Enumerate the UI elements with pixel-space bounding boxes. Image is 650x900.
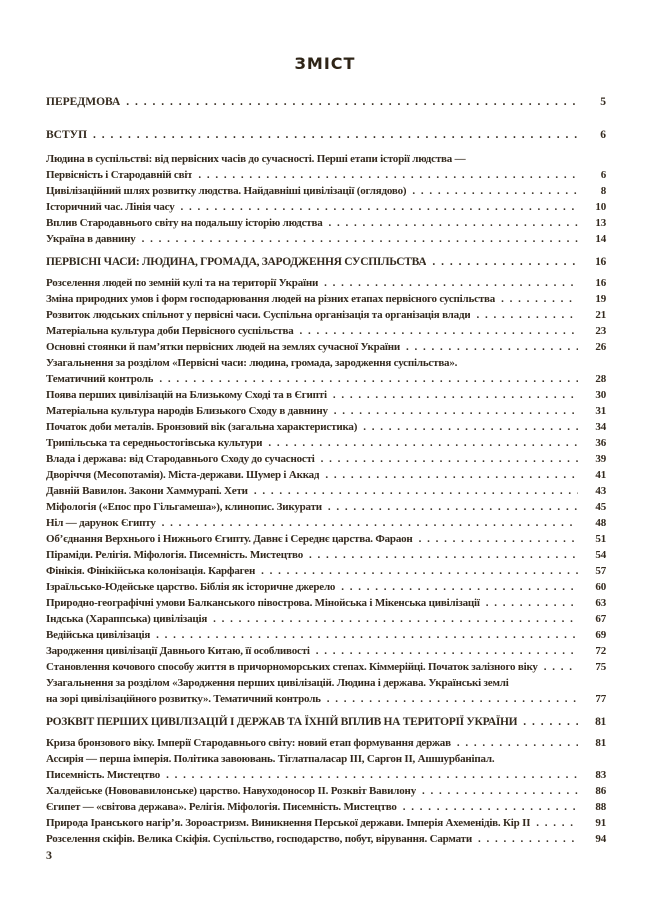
toc-entry-label: Поява перших цивілізацій на Близькому Сході та в Єгипті	[46, 389, 327, 401]
dot-leader	[419, 531, 578, 547]
toc-list	[46, 94, 606, 847]
page-number: 36	[595, 437, 606, 449]
dot-leader	[198, 167, 578, 183]
toc-entry-label: Давній Вавилон. Закони Хаммурапі. Хети	[46, 485, 248, 497]
toc-entry	[46, 611, 606, 627]
toc-entry-label: Трипільська та середньостогівська культури	[46, 437, 263, 449]
toc-entry-label: Влада і держава: від Стародавнього Сходу до сучасності	[46, 453, 315, 465]
page-number: 54	[595, 549, 606, 561]
page-number: 39	[595, 453, 606, 465]
toc-entry	[46, 231, 606, 247]
dot-leader	[523, 714, 578, 730]
toc-entry	[46, 735, 606, 751]
toc-entry	[46, 659, 606, 675]
page-number: 5	[600, 96, 606, 108]
toc-entry-label: Дворіччя (Месопотамія). Міста-держави. Шумер і Аккад	[46, 469, 320, 481]
toc-entry	[46, 579, 606, 595]
page-number: 6	[600, 129, 606, 141]
dot-leader	[300, 323, 578, 339]
dot-leader	[544, 659, 578, 675]
toc-entry-label: Природно-географічні умови Балканського півострова. Мінойська і Мікенська цивілізації	[46, 597, 480, 609]
page-number: 91	[595, 817, 606, 829]
toc-entry	[46, 215, 606, 231]
dot-leader	[412, 183, 578, 199]
page-number: 67	[595, 613, 606, 625]
toc-entry	[46, 467, 606, 483]
toc-entry-label: Цивілізаційний шлях розвитку людства. Найдавніші цивілізації (оглядово)	[46, 185, 407, 197]
toc-entry-label: Природа Іранського нагір’я. Зороастризм. Виникнення Перської держави. Імперія Ахеменідів. Кір II	[46, 817, 531, 829]
page-number: 41	[595, 469, 606, 481]
page-number: 88	[595, 801, 606, 813]
toc-entry	[46, 94, 606, 110]
toc-entry-label: Зміна природних умов і форм господарювання людей на різних етапах первісного суспільства	[46, 293, 496, 305]
toc-entry-label: ВСТУП	[46, 129, 88, 141]
dot-leader	[406, 339, 578, 355]
toc-entry	[46, 435, 606, 451]
toc-entry-label: Розселення скіфів. Велика Скіфія. Суспільство, господарство, побут, вірування. Сармати	[46, 833, 472, 845]
page-number: 75	[595, 661, 606, 673]
dot-leader	[181, 199, 578, 215]
toc-entry-label: Історичний час. Лінія часу	[46, 201, 175, 213]
toc-entry	[46, 371, 606, 387]
toc-entry-label: ПЕРВІСНІ ЧАСИ: ЛЮДИНА, ГРОМАДА, ЗАРОДЖЕННЯ СУСПІЛЬСТВА	[46, 256, 427, 268]
dot-leader	[268, 435, 578, 451]
toc-entry-label: Єгипет — «світова держава». Релігія. Міфологія. Писемність. Мистецтво	[46, 801, 397, 813]
dot-leader	[334, 403, 578, 419]
dot-leader	[363, 419, 578, 435]
page-number: 81	[595, 737, 606, 749]
toc-entry-label: РОЗКВІТ ПЕРШИХ ЦИВІЛІЗАЦІЙ І ДЕРЖАВ ТА ЇХНІЙ ВПЛИВ НА ТЕРИТОРІЇ УКРАЇНИ	[46, 716, 518, 728]
toc-entry-line: Людина в суспільстві: від первісних часів до сучасності. Перші етапи історії людства —	[46, 153, 466, 165]
toc-entry-label: Об’єднання Верхнього і Нижнього Єгипту. Давнє і Середнє царства. Фараон	[46, 533, 413, 545]
page-number: 13	[595, 217, 606, 229]
page-number: 34	[595, 421, 606, 433]
page-number: 48	[595, 517, 606, 529]
toc-entry	[46, 254, 606, 270]
toc-entry-label: Вплив Стародавнього світу на подальшу історію людства	[46, 217, 323, 229]
toc-entry-label: на зорі цивілізаційного розвитку». Тематичний контроль	[46, 693, 321, 705]
dot-leader	[457, 735, 578, 751]
page-number: 94	[595, 833, 606, 845]
page-number: 16	[595, 256, 606, 268]
toc-entry	[46, 339, 606, 355]
dot-leader	[403, 799, 578, 815]
toc-entry	[46, 199, 606, 215]
page-number: 60	[595, 581, 606, 593]
toc-entry-label: Розвиток людських спільнот у первісні часи. Суспільна організація та організація влади	[46, 309, 471, 321]
toc-entry	[46, 403, 606, 419]
dot-leader	[166, 767, 578, 783]
toc-entry	[46, 323, 606, 339]
page-number: 57	[595, 565, 606, 577]
toc-entry-label: Розселення людей по земній кулі та на території України	[46, 277, 319, 289]
dot-leader	[213, 611, 578, 627]
toc-entry	[46, 419, 606, 435]
dot-leader	[254, 483, 578, 499]
toc-entry-label: Індська (Хараппська) цивілізація	[46, 613, 208, 625]
toc-entry	[46, 499, 606, 515]
dot-leader	[321, 451, 578, 467]
dot-leader	[422, 783, 578, 799]
toc-entry	[46, 831, 606, 847]
toc-entry-label: Ізраїльсько-Юдейське царство. Біблія як історичне джерело	[46, 581, 336, 593]
page-number: 10	[595, 201, 606, 213]
page-number: 30	[595, 389, 606, 401]
toc-entry-line: Ассирія — перша імперія. Політика завоювань. Тіглатпаласар III, Саргон II, Ашшурбаніпал.	[46, 753, 495, 765]
page-number: 81	[595, 716, 606, 728]
dot-leader	[536, 815, 578, 831]
dot-leader	[142, 231, 578, 247]
toc-entry	[46, 767, 606, 783]
toc-entry-line: Узагальнення за розділом «Зародження перших цивілізацій. Людина і держава. Українські землі	[46, 677, 509, 689]
toc-entry	[46, 451, 606, 467]
toc-entry	[46, 643, 606, 659]
toc-entry-label: Міфологія («Епос про Гільгамеша»), клинопис. Зикурати	[46, 501, 322, 513]
page-number: 28	[595, 373, 606, 385]
toc-entry-label: Ведійська цивілізація	[46, 629, 151, 641]
toc-entry	[46, 531, 606, 547]
dot-leader	[162, 515, 578, 531]
toc-entry	[46, 127, 606, 143]
toc-entry-label: Тематичний контроль	[46, 373, 154, 385]
toc-entry	[46, 291, 606, 307]
toc-entry	[46, 627, 606, 643]
dot-leader	[341, 579, 578, 595]
page-number: 6	[600, 169, 606, 181]
page-number: 16	[595, 277, 606, 289]
dot-leader	[501, 291, 578, 307]
toc-entry-label: Матеріальна культура народів Близького Сходу в давнину	[46, 405, 328, 417]
page-number: 31	[595, 405, 606, 417]
dot-leader	[478, 831, 578, 847]
toc-entry	[46, 547, 606, 563]
toc-entry	[46, 783, 606, 799]
page-title: ЗМІСТ	[294, 54, 356, 73]
dot-leader	[325, 467, 578, 483]
toc-entry-label: Халдейське (Нововавилонське) царство. Навуходоносор II. Розквіт Вавилону	[46, 785, 416, 797]
toc-entry	[46, 714, 606, 730]
dot-leader	[93, 127, 578, 143]
page-number: 77	[595, 693, 606, 705]
toc-entry	[46, 691, 606, 707]
toc-entry	[46, 483, 606, 499]
toc-entry-label: Ніл — дарунок Єгипту	[46, 517, 156, 529]
toc-entry-label: Писемність. Мистецтво	[46, 769, 161, 781]
toc-entry-label: Матеріальна культура доби Первісного суспільства	[46, 325, 294, 337]
dot-leader	[316, 643, 578, 659]
toc-entry	[46, 563, 606, 579]
page-number: 69	[595, 629, 606, 641]
toc-entry-label: Фінікія. Фінікійська колонізація. Карфаген	[46, 565, 256, 577]
toc-entry	[46, 183, 606, 199]
toc-entry	[46, 275, 606, 291]
page-number: 51	[595, 533, 606, 545]
page-number: 45	[595, 501, 606, 513]
page-number: 14	[595, 233, 606, 245]
footer-page-number: 3	[46, 848, 52, 862]
toc-entry-label: Україна в давнину	[46, 233, 136, 245]
toc-entry	[46, 387, 606, 403]
toc-entry-label: Піраміди. Релігія. Міфологія. Писемність. Мистецтво	[46, 549, 304, 561]
dot-leader	[333, 387, 578, 403]
toc-entry-label: Початок доби металів. Бронзовий вік (загальна характеристика)	[46, 421, 358, 433]
page-number: 43	[595, 485, 606, 497]
dot-leader	[476, 307, 578, 323]
toc-entry-label: Становлення кочового способу життя в причорноморських степах. Кіммерійці. Початок залізного віку	[46, 661, 538, 673]
toc-entry	[46, 815, 606, 831]
dot-leader	[327, 691, 578, 707]
dot-leader	[328, 499, 578, 515]
toc-entry	[46, 307, 606, 323]
page-number: 8	[600, 185, 606, 197]
toc-entry-label: Криза бронзового віку. Імперії Стародавнього світу: новий етап формування держав	[46, 737, 451, 749]
dot-leader	[309, 547, 578, 563]
page-number: 72	[595, 645, 606, 657]
toc-entry	[46, 799, 606, 815]
toc-entry	[46, 595, 606, 611]
dot-leader	[261, 563, 578, 579]
dot-leader	[329, 215, 579, 231]
page-number: 86	[595, 785, 606, 797]
toc-entry-label: Зародження цивілізації Давнього Китаю, її особливості	[46, 645, 310, 657]
toc-entry-label: ПЕРЕДМОВА	[46, 96, 121, 108]
page-number: 63	[595, 597, 606, 609]
page-number: 83	[595, 769, 606, 781]
toc-entry	[46, 515, 606, 531]
toc-entry-label: Основні стоянки й пам’ятки первісних людей на землях сучасної України	[46, 341, 401, 353]
toc-entry	[46, 167, 606, 183]
page-number: 19	[595, 293, 606, 305]
dot-leader	[324, 275, 578, 291]
toc-entry-label: Первісність і Стародавній світ	[46, 169, 193, 181]
dot-leader	[486, 595, 578, 611]
page-number: 23	[595, 325, 606, 337]
dot-leader	[432, 254, 578, 270]
page-number: 21	[595, 309, 606, 321]
page-number: 26	[595, 341, 606, 353]
dot-leader	[126, 94, 578, 110]
dot-leader	[159, 371, 578, 387]
toc-entry-line: Узагальнення за розділом «Первісні часи: людина, громада, зародження суспільства».	[46, 357, 458, 369]
dot-leader	[156, 627, 578, 643]
